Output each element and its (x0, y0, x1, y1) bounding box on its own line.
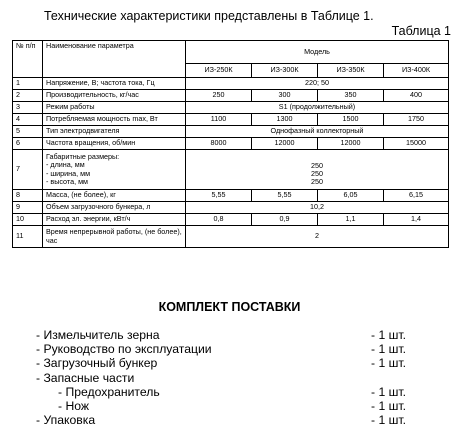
model-cell: ИЗ-400К (384, 64, 449, 78)
row-number: 4 (13, 114, 43, 126)
value-cell: 0,9 (252, 214, 318, 226)
value-cell: 12000 (252, 138, 318, 150)
kit-item-qty: - 1 шт. (371, 356, 407, 371)
kit-item (36, 385, 436, 399)
kit-list (36, 328, 436, 427)
model-cell: ИЗ-300К (252, 64, 318, 78)
row-number: 11 (13, 226, 43, 248)
table-row (13, 78, 449, 90)
value-cell: 250 (186, 90, 252, 102)
table-row (13, 202, 449, 214)
kit-item-name: - Загрузочный бункер (36, 356, 158, 371)
table-row (13, 214, 449, 226)
kit-item-name: - Нож (58, 398, 90, 413)
value-cell: 8000 (186, 138, 252, 150)
value-cell: 6,05 (318, 190, 384, 202)
row-number: 10 (13, 214, 43, 226)
model-cell: ИЗ-350К (318, 64, 384, 78)
value-cell: 1500 (318, 114, 384, 126)
header-num: № п/п (13, 41, 43, 78)
kit-item-name: - Руководство по эксплуатации (36, 342, 212, 357)
param-sub-item: - длина, мм (46, 160, 85, 170)
kit-item-name: - Измельчитель зерна (36, 328, 160, 342)
kit-item (36, 371, 436, 385)
value-cell: 1,1 (318, 214, 384, 226)
header-model: Модель (186, 41, 449, 64)
kit-item-qty: - 1 шт. (371, 398, 407, 413)
param-name: Тип электродвигателя (43, 126, 186, 138)
value-cell: 400 (384, 90, 449, 102)
value-cell: 5,55 (252, 190, 318, 202)
param-name: Производительность, кг/час (43, 90, 186, 102)
row-number: 7 (13, 150, 43, 190)
row-number: 6 (13, 138, 43, 150)
merged-value-cell: Однофазный коллекторный (186, 126, 449, 138)
param-name: Напряжение, В; частота тока, Гц (43, 78, 186, 90)
merged-value-cell: 10,2 (186, 202, 449, 214)
table-row (13, 102, 449, 114)
kit-item (36, 399, 436, 413)
kit-item-qty: - 1 шт. (371, 328, 407, 342)
kit-item (36, 328, 436, 342)
param-name: Режим работы (43, 102, 186, 114)
param-name: Частота вращения, об/мин (43, 138, 186, 150)
param-name: Объем загрузочного бункера, л (43, 202, 186, 214)
kit-item-qty: - 1 шт. (371, 384, 407, 399)
header-name: Наименование параметра (43, 41, 186, 78)
row-number: 5 (13, 126, 43, 138)
merged-value-cell: S1 (продолжительный) (186, 102, 449, 114)
dimension-value: 250 (311, 177, 323, 187)
intro-text: Технические характеристики представлены в Таблице 1. (44, 9, 374, 23)
table-row (13, 226, 449, 248)
table-row (13, 126, 449, 138)
param-name (43, 150, 186, 190)
table-row (13, 150, 449, 190)
param-name: Расход эл. энергии, кВт/ч (43, 214, 186, 226)
merged-value-cell: 2 (186, 226, 449, 248)
row-number: 2 (13, 90, 43, 102)
value-cell: 15000 (384, 138, 449, 150)
value-cell: 1300 (252, 114, 318, 126)
param-name-text: Габаритные размеры: (46, 151, 120, 161)
param-name: Потребляемая мощность max, Вт (43, 114, 186, 126)
kit-item-name: - Упаковка (36, 413, 96, 428)
model-cell: ИЗ-250К (186, 64, 252, 78)
kit-item-qty: - 1 шт. (371, 413, 407, 428)
merged-value-cell: 220; 50 (186, 78, 449, 90)
kit-item (36, 413, 436, 427)
kit-item-name: - Запасные части (36, 370, 135, 385)
value-cell: 1,4 (384, 214, 449, 226)
param-name: Масса, (не более), кг (43, 190, 186, 202)
row-number: 9 (13, 202, 43, 214)
value-cell: 0,8 (186, 214, 252, 226)
spec-table (12, 40, 449, 248)
row-number: 3 (13, 102, 43, 114)
table-label: Таблица 1 (391, 24, 451, 38)
kit-item (36, 342, 436, 356)
param-sub-item: - ширина, мм (46, 168, 91, 178)
value-cell: 1750 (384, 114, 449, 126)
value-cell: 6,15 (384, 190, 449, 202)
table-row (13, 190, 449, 202)
row-number: 1 (13, 78, 43, 90)
value-cell: 350 (318, 90, 384, 102)
param-name: Время непрерывной работы, (не более), час (43, 226, 186, 248)
table-header-row (13, 41, 449, 64)
table-row (13, 114, 449, 126)
value-cell: 300 (252, 90, 318, 102)
kit-item-qty: - 1 шт. (371, 342, 407, 357)
value-cell: 5,55 (186, 190, 252, 202)
value-cell: 1100 (186, 114, 252, 126)
dimension-value: 250 (311, 168, 323, 178)
kit-item-name: - Предохранитель (58, 384, 160, 399)
value-cell: 12000 (318, 138, 384, 150)
merged-value-cell (186, 150, 449, 190)
param-sub-item: - высота, мм (46, 176, 88, 186)
table-row (13, 90, 449, 102)
kit-title: КОМПЛЕКТ ПОСТАВКИ (158, 300, 301, 314)
kit-item (36, 356, 436, 370)
row-number: 8 (13, 190, 43, 202)
dimension-value: 250 (311, 160, 323, 170)
table-row (13, 138, 449, 150)
